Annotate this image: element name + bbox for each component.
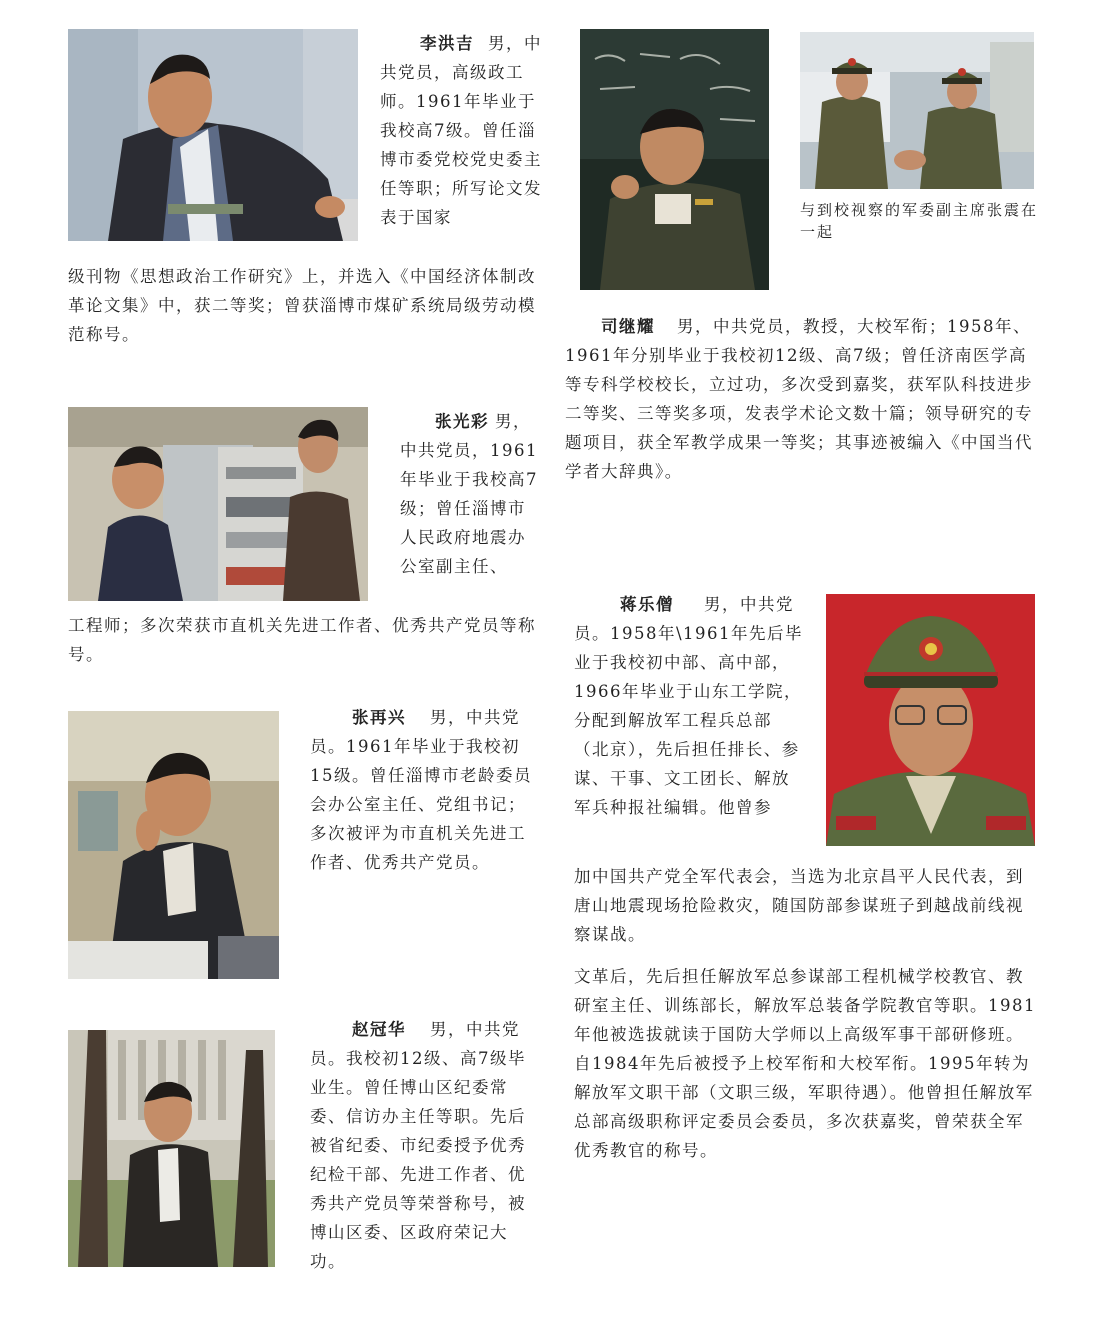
photo-zhang-guangcai (68, 407, 368, 601)
profile-zhang-guangcai-top: 张光彩 男，中共党员，1961年毕业于我校高7级；曾任淄博市人民政府地震办公室副主任、 (400, 412, 538, 576)
profile-jiang-lezeng-para2: 文革后，先后担任解放军总参谋部工程机械学校教官、教研室主任、训练部长，解放军总装备学院教官等职。1981年他被选拔就读于国防大学师以上高级军事干部研修班。自1984年先后被授予上校军衔和大校军衔。1995年转为解放军文职干部（文职三级，军职待遇）。他曾担任解放军总部高级职称评定委员会委员，多次获嘉奖，曾荣获全军优秀教官的称号。 (574, 967, 1036, 1160)
profile-zhao-guanhua: 赵冠华 男，中共党员。我校初12级、高7级毕业生。曾任博山区纪委常委、信访办主任等职。先后被省纪委、市纪委授予优秀纪检干部、先进工作者、优秀共产党员等荣誉称号，被博山区委、区政府荣记大功。 (310, 1020, 526, 1271)
profile-jiang-lezeng-bottom: 加中国共产党全军代表会，当选为北京昌平人民代表，到唐山地震现场抢险救灾，随国防部参谋班子到越战前线视察谋战。 (574, 867, 1024, 944)
name-zhang-guangcai: 张光彩 (435, 412, 489, 431)
profile-zhang-zaixing: 张再兴 男，中共党员。1961年毕业于我校初15级。曾任淄博市老龄委员会办公室主任、党组书记；多次被评为市直机关先进工作者、优秀共产党员。 (310, 708, 532, 872)
photo-with-zhang-zhen (800, 32, 1034, 189)
profile-si-jiyao: 司继耀 男，中共党员，教授，大校军衔；1958年、1961年分别毕业于我校初12级、高7级；曾任济南医学高等专科学校校长，立过功，多次受到嘉奖，获军队科技进步二等奖、三等奖多项，发表学术论文数十篇；领导研究的专题项目，获全军教学成果一等奖；其事迹被编入《中国当代学者大辞典》。 (565, 317, 1033, 481)
photo-si-jiyao (580, 29, 769, 290)
profile-li-hongji-bottom: 级刊物《思想政治工作研究》上，并选入《中国经济体制改革论文集》中，获二等奖；曾获淄博市煤矿系统局级劳动模范称号。 (68, 267, 536, 344)
photo-jiang-lezeng (826, 594, 1035, 846)
photo-zhao-guanhua (68, 1030, 275, 1267)
photo-caption: 与到校视察的军委副主席张震在一起 (800, 201, 1039, 241)
profile-li-hongji-top: 李洪吉 男，中共党员，高级政工师。1961年毕业于我校高7级。曾任淄博市委党校党史委主任等职；所写论文发表于国家 (380, 34, 542, 227)
name-jiang-lezeng: 蒋乐僧 (620, 595, 674, 614)
name-li-hongji: 李洪吉 (420, 34, 474, 53)
name-zhao-guanhua: 赵冠华 (352, 1020, 406, 1039)
profile-jiang-lezeng-top: 蒋乐僧 男，中共党员。1958年\1961年先后毕业于我校初中部、高中部，1966年毕业于山东工学院，分配到解放军工程兵总部（北京），先后担任排长、参谋、干事、文工团长、解放军兵种报社编辑。他曾参 (574, 595, 804, 817)
name-zhang-zaixing: 张再兴 (352, 708, 406, 727)
profile-zhang-guangcai-bottom: 工程师；多次荣获市直机关先进工作者、优秀共产党员等称号。 (68, 616, 536, 664)
photo-li-hongji (68, 29, 358, 241)
name-si-jiyao: 司继耀 (601, 317, 655, 336)
photo-zhang-zaixing (68, 711, 279, 979)
